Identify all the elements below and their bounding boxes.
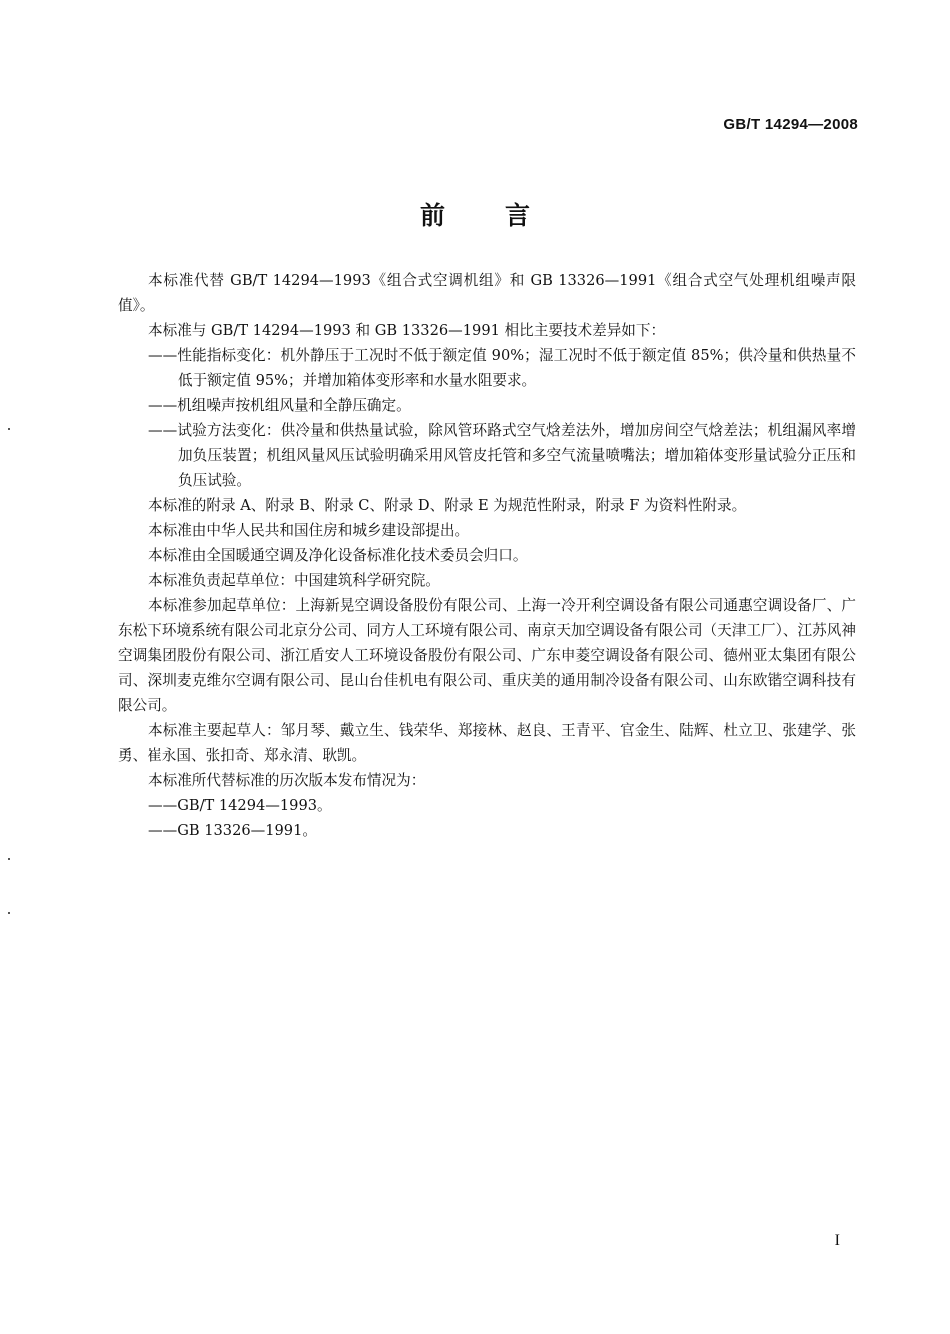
paragraph-participating-units: 本标准参加起草单位：上海新晃空调设备股份有限公司、上海一冷开利空调设备有限公司通惠空调设备厂、广东松下环境系统有限公司北京分公司、同方人工环境有限公司、南京天加空调设备有限公司（天津工厂）、江苏风神空调集团股份有限公司、浙江盾安人工环境设备股份有限公司、广东申菱空调设备有限公司、德州亚太集团有限公司、深圳麦克维尔空调有限公司、昆山台佳机电有限公司、重庆美的通用制冷设备有限公司、山东欧锴空调科技有限公司。 [118, 597, 856, 714]
paragraph-replacement: 本标准代替 GB/T 14294—1993《组合式空调机组》和 GB 13326—1991《组合式空气处理机组噪声限值》。 [118, 272, 856, 314]
difference-item-noise: ——机组噪声按机组风量和全静压确定。 [148, 397, 411, 414]
paragraph-annexes: 本标准的附录 A、附录 B、附录 C、附录 D、附录 E 为规范性附录，附录 F 为资料性附录。 [148, 497, 747, 514]
history-item-gbt14294: ——GB/T 14294—1993。 [148, 797, 332, 814]
paragraph-history-intro: 本标准所代替标准的历次版本发布情况为： [148, 772, 426, 789]
page-number: I [834, 1232, 840, 1249]
paragraph-differences-intro: 本标准与 GB/T 14294—1993 和 GB 13326—1991 相比主要技术差异如下： [148, 322, 666, 339]
history-item-gb13326: ——GB 13326—1991。 [148, 822, 317, 839]
page-title: 前言 [419, 201, 590, 230]
paragraph-drafters: 本标准主要起草人：邹月琴、戴立生、钱荣华、郑接林、赵良、王青平、官金生、陆辉、杜立卫、张建学、张勇、崔永国、张扣奇、郑永清、耿凯。 [118, 722, 856, 764]
difference-item-performance: ——性能指标变化：机外静压于工况时不低于额定值 90%；湿工况时不低于额定值 85%；供冷量和供热量不低于额定值 95%；并增加箱体变形率和水量水阻要求。 [148, 347, 856, 389]
scan-speck [8, 428, 10, 430]
foreword-body [118, 268, 856, 843]
paragraph-drafting-unit: 本标准负责起草单位：中国建筑科学研究院。 [148, 572, 440, 589]
paragraph-committee: 本标准由全国暖通空调及净化设备标准化技术委员会归口。 [148, 547, 528, 564]
paragraph-proposer: 本标准由中华人民共和国住房和城乡建设部提出。 [148, 522, 470, 539]
scan-speck [8, 858, 10, 860]
difference-item-test-method: ——试验方法变化：供冷量和供热量试验，除风管环路式空气焓差法外，增加房间空气焓差法；机组漏风率增加负压装置；机组风量风压试验明确采用风管皮托管和多空气流量喷嘴法；增加箱体变形量试验分正压和负压试验。 [148, 422, 856, 489]
scan-speck [8, 912, 10, 914]
standard-code: GB/T 14294—2008 [723, 116, 858, 133]
